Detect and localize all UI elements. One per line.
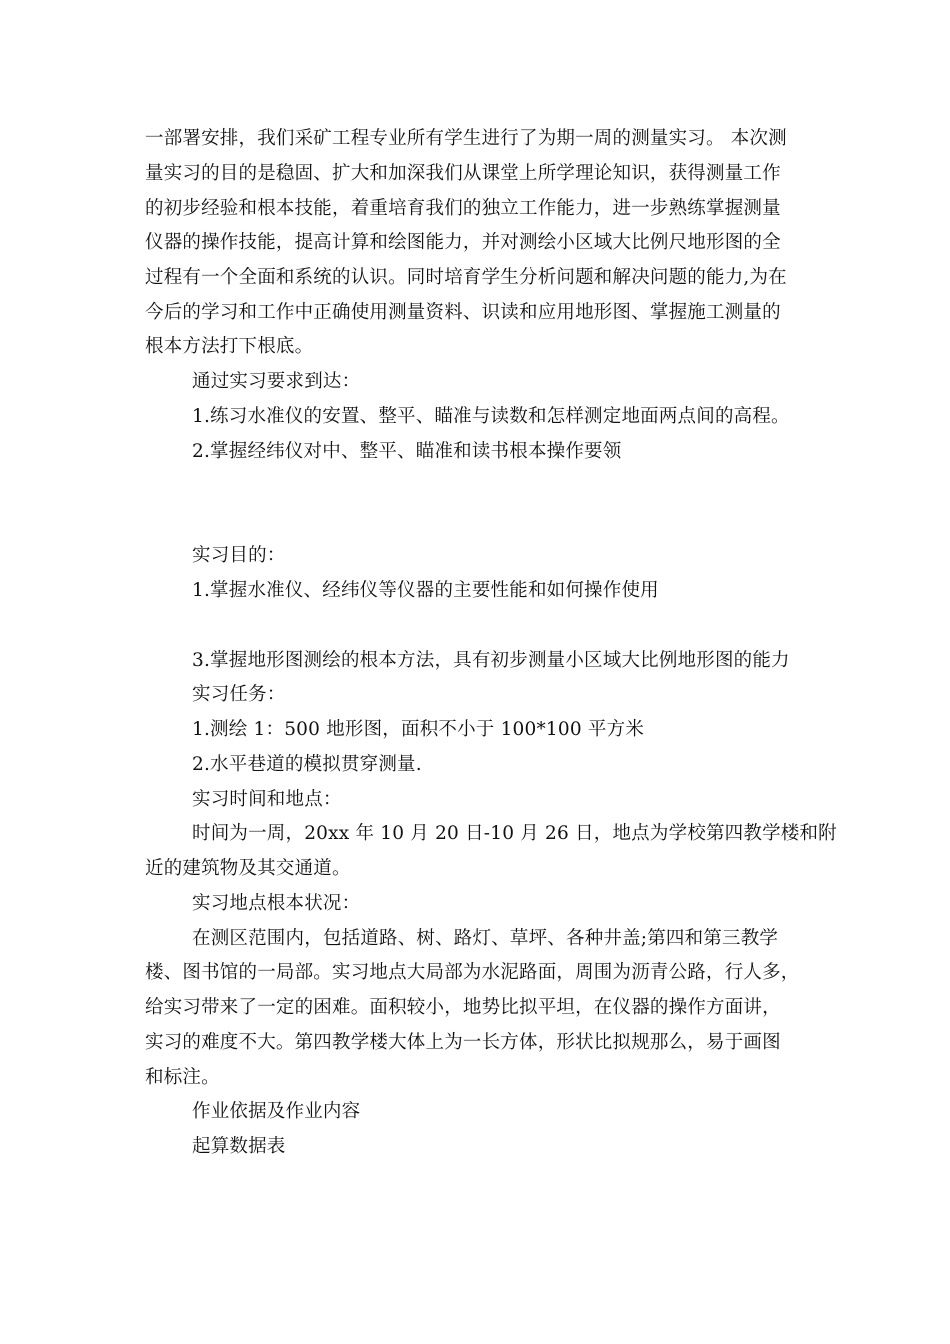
- site-status-line-2: 楼、图书馆的一局部。实习地点大局部为水泥路面，周围为沥青公路，行人多，: [145, 962, 800, 983]
- objective-item-3: 3.掌握地形图测绘的根本方法，具有初步测量小区域大比例地形图的能力: [192, 650, 790, 671]
- site-status-line-4: 实习的难度不大。第四教学楼大体上为一长方体，形状比拟规那么，易于画图: [145, 1032, 781, 1053]
- task-item-1: 1.测绘 1：500 地形图，面积不小于 100*100 平方米: [192, 719, 645, 740]
- paragraph-intro-line-3: 的初步经验和根本技能，着重培育我们的独立工作能力，进一步熟练掌握测量: [145, 198, 781, 219]
- paragraph-intro-line-6: 今后的学习和工作中正确使用测量资料、识读和应用地形图、掌握施工测量的: [145, 302, 781, 323]
- objectives-heading: 实习目的：: [192, 545, 286, 566]
- paragraph-intro-line-4: 仪器的操作技能，提高计算和绘图能力，并对测绘小区域大比例尺地形图的全: [145, 232, 781, 253]
- time-place-heading: 实习时间和地点：: [192, 789, 342, 810]
- requirements-heading: 通过实习要求到达：: [192, 371, 361, 392]
- site-status-heading: 实习地点根本状况：: [192, 893, 361, 914]
- site-status-line-1: 在测区范围内，包括道路、树、路灯、草坪、各种井盖;第四和第三教学: [192, 928, 779, 949]
- paragraph-intro-line-7: 根本方法打下根底。: [145, 336, 314, 357]
- requirement-item-2: 2.掌握经纬仪对中、整平、瞄准和读书根本操作要领: [192, 441, 622, 462]
- paragraph-intro-line-2: 量实习的目的是稳固、扩大和加深我们从课堂上所学理论知识，获得测量工作: [145, 163, 781, 184]
- data-table-heading: 起算数据表: [192, 1136, 286, 1157]
- work-basis-heading: 作业依据及作业内容: [192, 1101, 361, 1122]
- objective-item-1: 1.掌握水准仪、经纬仪等仪器的主要性能和如何操作使用: [192, 580, 659, 601]
- site-status-line-5: 和标注。: [145, 1067, 220, 1088]
- paragraph-intro-line-1: 一部署安排，我们采矿工程专业所有学生进行了为期一周的测量实习。 本次测: [145, 128, 787, 149]
- time-place-line-2: 近的建筑物及其交通道。: [145, 858, 351, 879]
- tasks-heading: 实习任务：: [192, 684, 286, 705]
- time-place-line-1: 时间为一周，20xx 年 10 月 20 日-10 月 26 日，地点为学校第四教学楼和附: [192, 823, 837, 844]
- task-item-2: 2.水平巷道的模拟贯穿测量.: [192, 754, 422, 775]
- paragraph-intro-line-5: 过程有一个全面和系统的认识。同时培育学生分析问题和解决问题的能力,为在: [145, 267, 787, 288]
- requirement-item-1: 1.练习水准仪的安置、整平、瞄准与读数和怎样测定地面两点间的高程。: [192, 406, 790, 427]
- site-status-line-3: 给实习带来了一定的困难。面积较小，地势比拟平坦，在仪器的操作方面讲，: [145, 997, 781, 1018]
